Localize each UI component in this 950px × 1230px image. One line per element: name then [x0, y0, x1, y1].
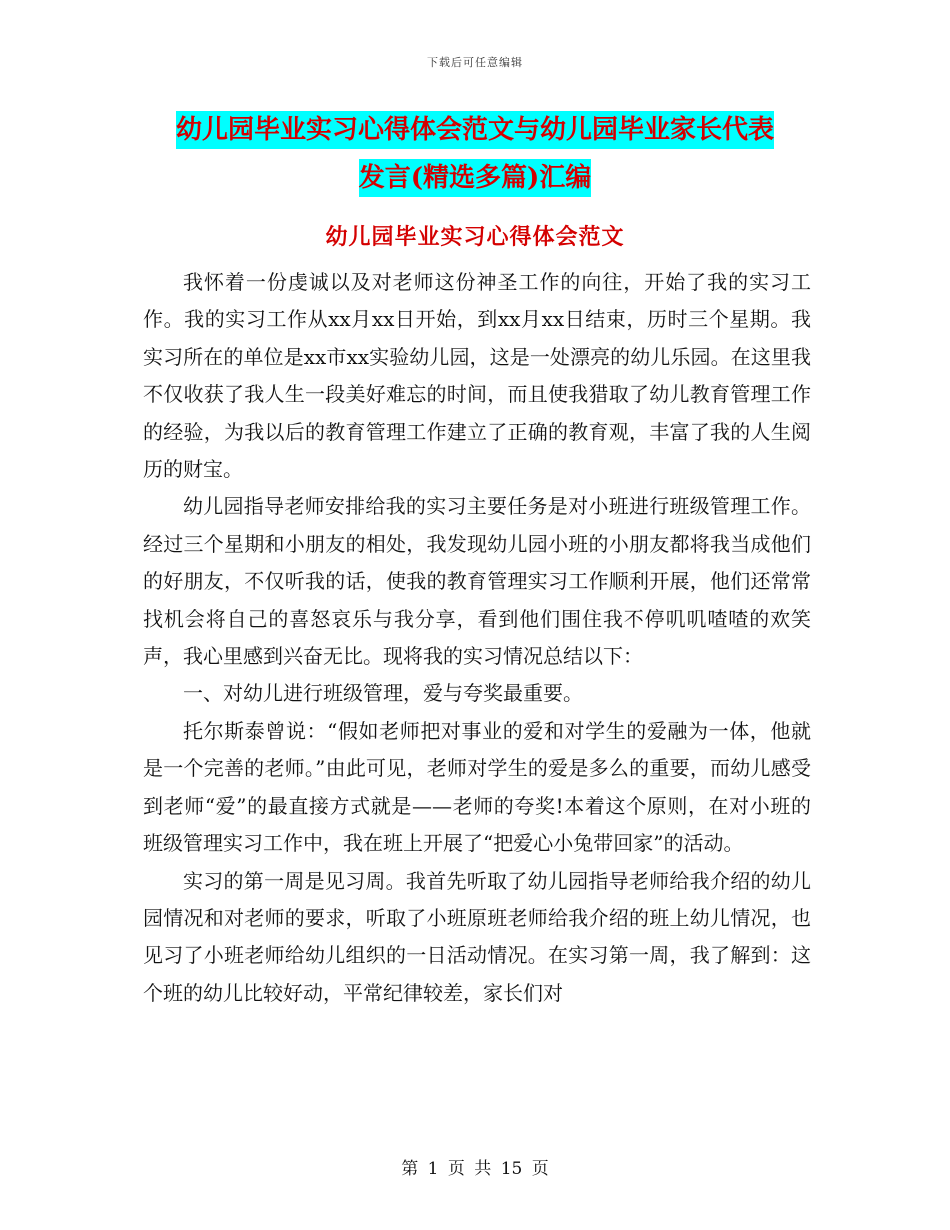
paragraph: 我怀着一份虔诚以及对老师这份神圣工作的向往，开始了我的实习工作。我的实习工作从xx月xx日开始，到xx月xx日结束，历时三个星期。我实习所在的单位是xx市xx实验幼儿园，这是一处漂亮的幼儿乐园。在这里我不仅收获了我人生一段美好难忘的时间，而且使我猎取了幼儿教育管理工作的经验，为我以后的教育管理工作建立了正确的教育观，丰富了我的人生阅历的财宝。: [143, 270, 811, 482]
page-number: 第 1 页 共 15 页: [401, 1159, 549, 1179]
document-title-line-2: 发言(精选多篇)汇编: [359, 159, 592, 197]
header-note: 下载后可任意编辑: [427, 56, 523, 69]
paragraph: 实习的第一周是见习周。我首先听取了幼儿园指导老师给我介绍的幼儿园情况和对老师的要求，听取了小班原班老师给我介绍的班上幼儿情况，也见习了小班老师给幼儿组织的一日活动情况。在实习第一周，我了解到：这个班的幼儿比较好动，平常纪律较差，家长们对: [143, 868, 811, 1005]
body-text: [143, 264, 811, 1012]
document-title-line-1: 幼儿园毕业实习心得体会范文与幼儿园毕业家长代表: [176, 111, 774, 149]
paragraph: 幼儿园指导老师安排给我的实习主要任务是对小班进行班级管理工作。经过三个星期和小朋友的相处，我发现幼儿园小班的小朋友都将我当成他们的好朋友，不仅听我的话，使我的教育管理实习工作顺利开展，他们还常常找机会将自己的喜怒哀乐与我分享，看到他们围住我不停叽叽喳喳的欢笑声，我心里感到兴奋无比。现将我的实习情况总结以下：: [143, 494, 811, 669]
document-title: [140, 106, 810, 202]
section-title: 幼儿园毕业实习心得体会范文: [325, 224, 625, 250]
paragraph: 托尔斯泰曾说：“假如老师把对事业的爱和对学生的爱融为一体，他就是一个完善的老师。”由此可见，老师对学生的爱是多么的重要，而幼儿感受到老师“爱”的最直接方式就是——老师的夸奖!本着这个原则，在对小班的班级管理实习工作中，我在班上开展了“把爱心小兔带回家”的活动。: [143, 718, 811, 856]
paragraph: 一、对幼儿进行班级管理，爱与夸奖最重要。: [183, 681, 583, 706]
